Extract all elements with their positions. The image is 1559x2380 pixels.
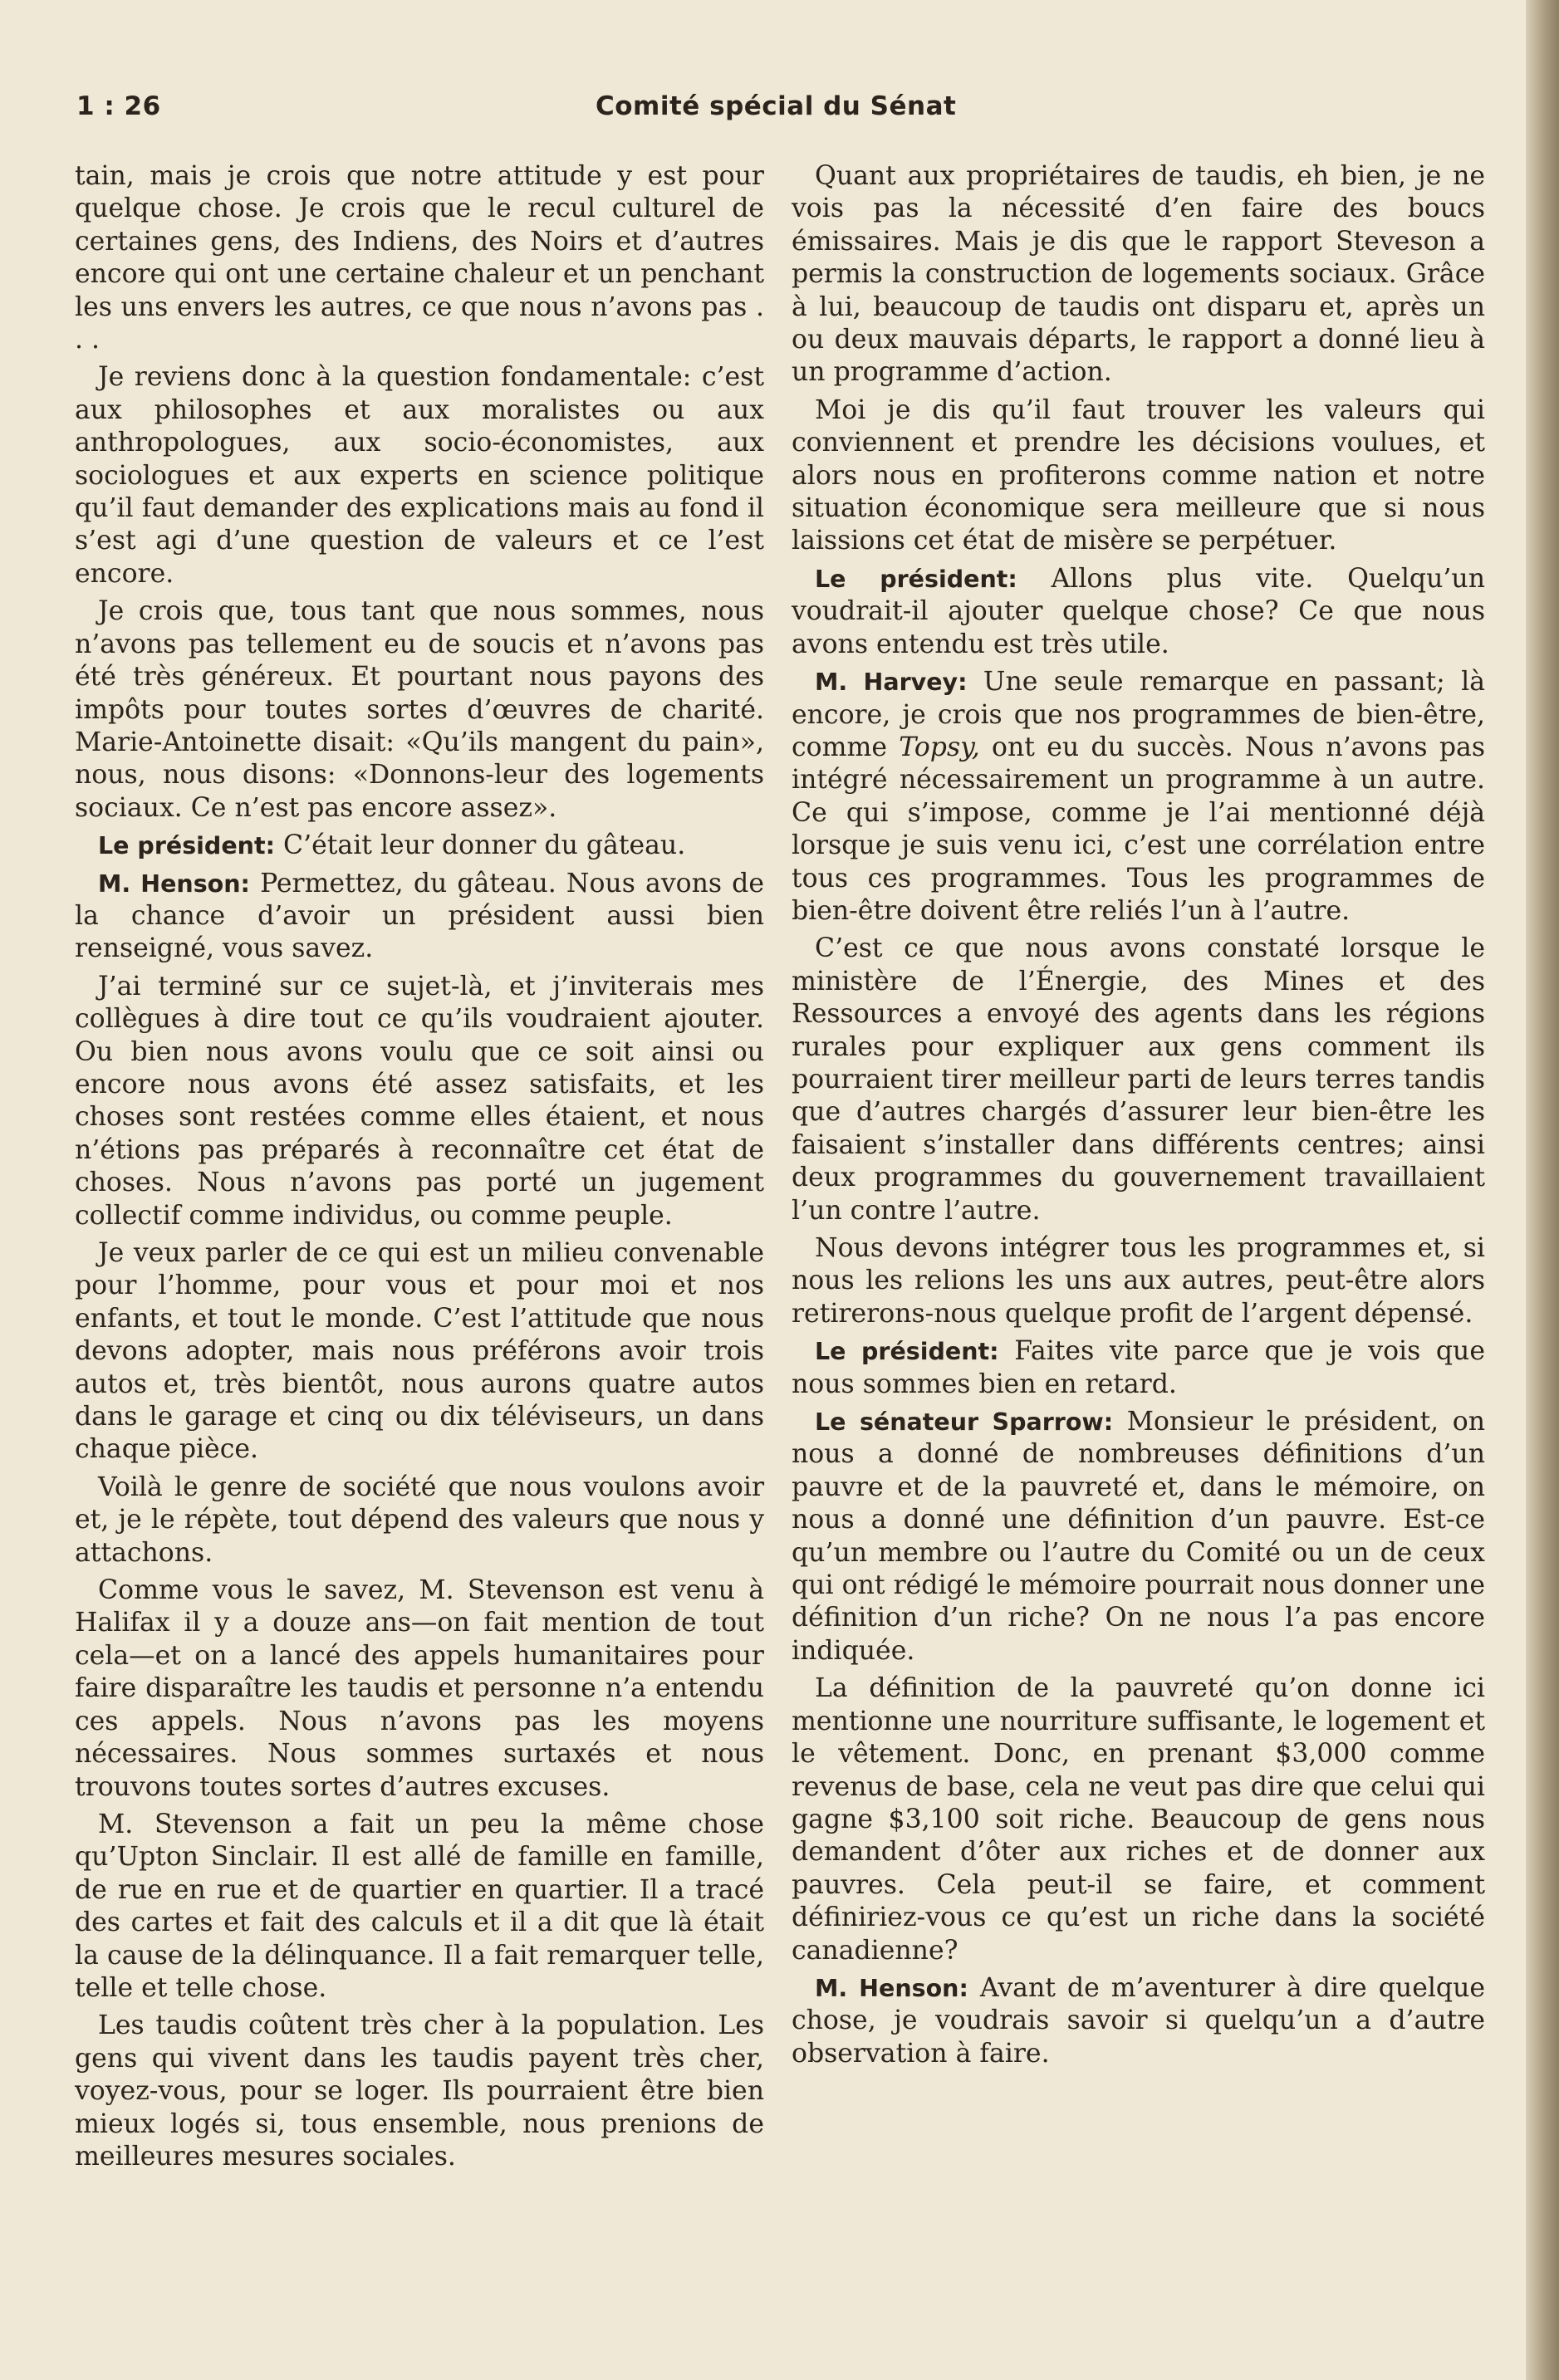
paragraph: La définition de la pauvreté qu’on donne ici mentionne une nourriture suffisante, le logement et le vêtement. Donc, en prenant $3,000 comme revenus de base, cela ne veut pas dire que celui qui gagne $3,100 soit riche. Beaucoup de gens nous demandent d’ôter aux riches et de donner aux pauvres. Cela peut-il se faire, et comment définiriez-vous ce qu’est un riche dans la société canadienne? [792,1673,1485,1966]
paragraph: Je crois que, tous tant que nous sommes, nous n’avons pas tellement eu de soucis et n’avons pas été très généreux. Et pourtant nous payons des impôts pour toutes sortes d’œuvres de charité. Marie-Antoinette disait: «Qu’ils mangent du pain», nous, nous disons: «Donnons-leur des logements sociaux. Ce n’est pas encore assez». [75,596,764,823]
paragraph: Les taudis coûtent très cher à la population. Les gens qui vivent dans les taudis payent très cher, voyez-vous, pour se loger. Ils pourraient être bien mieux logés si, tous ensemble, nous prenions de meilleures mesures sociales. [75,2010,764,2172]
paragraph: M. Harvey: Une seule remarque en passant; là encore, je crois que nos programmes de bien-être, comme Topsy, ont eu du succès. Nous n’avons pas intégré nécessairement un programme à un autre. Ce qui s’impose, comme je l’ai mentionné déjà lorsque je suis venu ici, c’est une corrélation entre tous ces programmes. Tous les programmes de bien-être doivent être reliés l’un à l’autre. [792,667,1486,926]
paragraph: Le président: Allons plus vite. Quelqu’un voudrait-il ajouter quelque chose? Ce que nous avons entendu est très utile. [792,563,1485,659]
book-gutter [1526,0,1559,2380]
paragraph: Le sénateur Sparrow: Monsieur le président, on nous a donné de nombreuses définitions d’un pauvre et de la pauvreté et, dans le mémoire, on nous a donné une définition d’un pauvre. Est-ce qu’un membre ou l’autre du Comité ou un de ceux qui ont rédigé le mémoire pourrait nous donner une définition d’un riche? On ne nous l’a pas encore indiquée. [792,1407,1485,1666]
paragraph: M. Henson: Avant de m’aventurer à dire quelque chose, je voudrais savoir si quelqu’un a d’autre observation à faire. [792,1972,1486,2069]
right-column [792,160,1485,2075]
paragraph: Je veux parler de ce qui est un milieu convenable pour l’homme, pour vous et pour moi et nos enfants, et tout le monde. C’est l’attitude que nous devons adopter, mais nous préférons avoir trois autos et, très bientôt, nous aurons quatre autos dans le garage et cinq ou dix téléviseurs, un dans chaque pièce. [75,1238,764,1465]
paragraph: Comme vous le savez, M. Stevenson est venu à Halifax il y a douze ans—on fait mention de tout cela—et on a lancé des appels humanitaires pour faire disparaître les taudis et personne n’a entendu ces appels. Nous n’avons pas les moyens nécessaires. Nous sommes surtaxés et nous trouvons toutes sortes d’autres excuses. [75,1575,764,1802]
speaker-name: Le président: [98,832,275,860]
paragraph: tain, mais je crois que notre attitude y est pour quelque chose. Je crois que le recul culturel de certaines gens, des Indiens, des Noirs et d’autres encore qui ont une certaine chaleur et un penchant les uns envers les autres, ce que nous n’avons pas . . . [75,161,764,355]
speaker-name: M. Henson: [815,1974,968,2002]
left-column [75,160,764,2178]
paragraph: Quant aux propriétaires de taudis, eh bien, je ne vois pas la nécessité d’en faire des boucs émissaires. Mais je dis que le rapport Steveson a permis la construction de logements sociaux. Grâce à lui, beaucoup de taudis ont disparu et, après un ou deux mauvais départs, le rapport a donné lieu à un programme d’action. [792,161,1485,388]
page-number: 1 : 26 [76,91,161,121]
paragraph: M. Stevenson a fait un peu la même chose qu’Upton Sinclair. Il est allé de famille en famille, de rue en rue et de quartier en quartier. Il a tracé des cartes et fait des calculs et il a dit que là était la cause de la délinquance. Il a fait remarquer telle, telle et telle chose. [75,1809,764,2003]
paragraph: Nous devons intégrer tous les programmes et, si nous les relions les uns aux autres, peut-être alors retirerons-nous quelque profit de l’argent dépensé. [792,1233,1485,1329]
paragraph: J’ai terminé sur ce sujet-là, et j’inviterais mes collègues à dire tout ce qu’ils voudraient ajouter. Ou bien nous avons voulu que ce soit ainsi ou encore nous avons été assez satisfaits, et les choses sont restées comme elles étaient, et nous n’étions pas préparés à reconnaître cet état de choses. Nous n’avons pas porté un jugement collectif comme individus, ou comme peuple. [75,971,764,1231]
paragraph: C’est ce que nous avons constaté lorsque le ministère de l’Énergie, des Mines et des Ressources a envoyé des agents dans les régions rurales pour expliquer aux gens comment ils pourraient tirer meilleur parti de leurs terres tandis que d’autres chargés d’assurer leur bien-être les faisaient s’installer dans différents centres; ainsi deux programmes du gouvernement travaillaient l’un contre l’autre. [792,933,1485,1226]
paragraph: M. Henson: Permettez, du gâteau. Nous avons de la chance d’avoir un président aussi bien renseigné, vous savez. [75,868,764,964]
speaker-name: M. Henson: [98,869,250,898]
speaker-name: Le président: [815,565,1017,593]
speaker-name: Le sénateur Sparrow: [815,1408,1114,1437]
paragraph: Le président: C’était leur donner du gâteau. [98,830,686,861]
paragraph: Je reviens donc à la question fondamentale: c’est aux philosophes et aux moralistes ou aux anthropologues, aux socio-économistes, aux sociologues et aux experts en science politique qu’il faut demander des explications mais au fond il s’est agi d’une question de valeurs et ce l’est encore. [75,362,764,589]
paragraph: Voilà le genre de société que nous voulons avoir et, je le répète, tout dépend des valeurs que nous y attachons. [75,1472,764,1568]
italic-term: Topsy, [899,732,980,762]
speaker-name: Le président: [815,1338,999,1366]
paragraph: Le président: Faites vite parce que je vois que nous sommes bien en retard. [792,1336,1485,1399]
speaker-name: M. Harvey: [815,668,968,697]
running-title: Comité spécial du Sénat [596,91,957,121]
paragraph: Moi je dis qu’il faut trouver les valeurs qui conviennent et prendre les décisions voulues, et alors nous en profiterons comme nation et notre situation économique sera meilleure que si nous laissions cet état de misère se perpétuer. [792,394,1485,556]
